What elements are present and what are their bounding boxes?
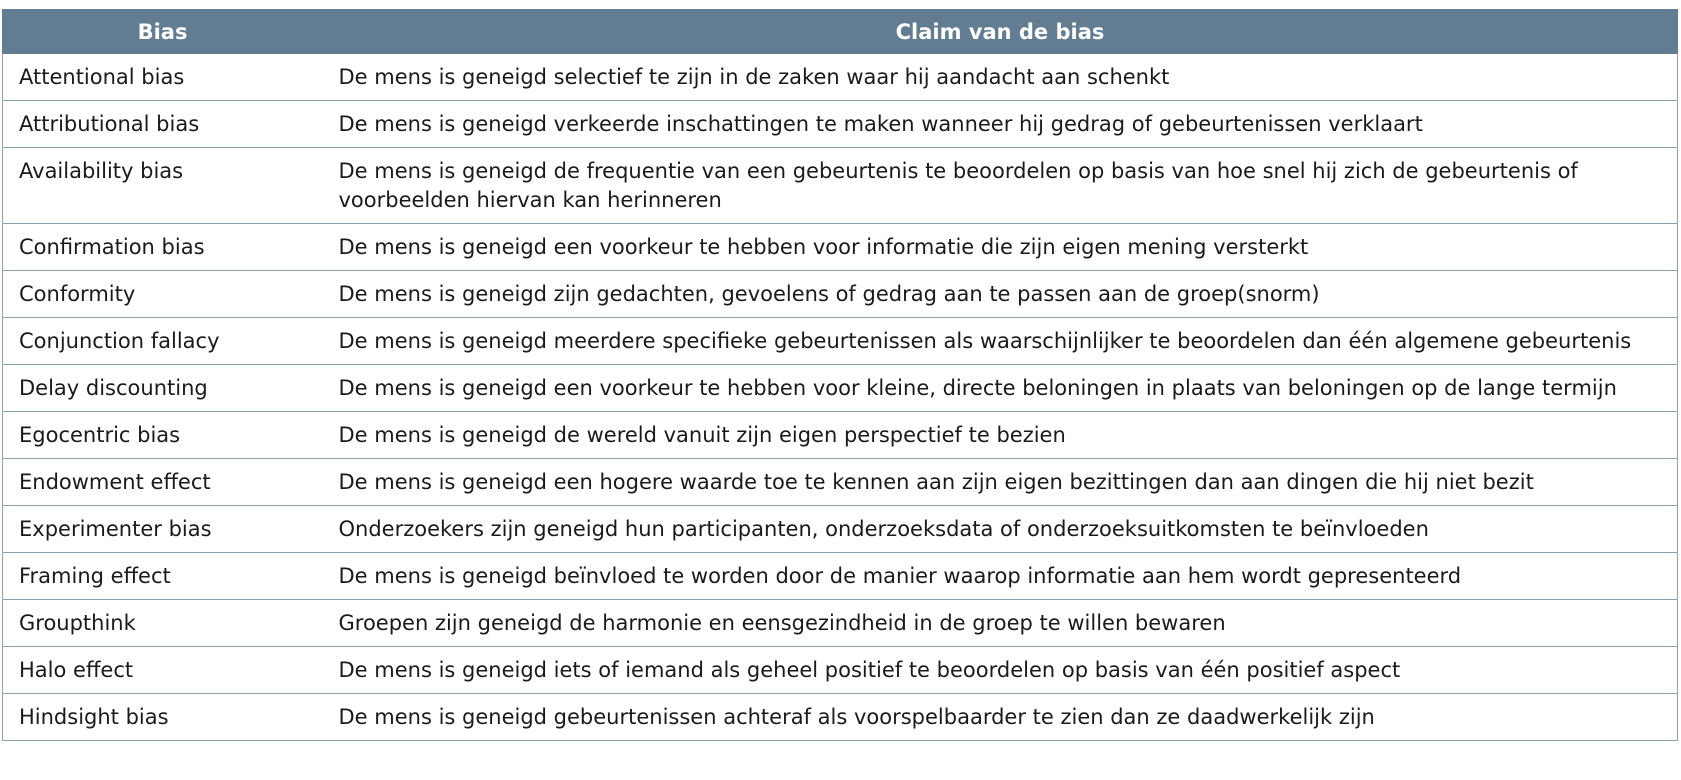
- bias-name-cell: Confirmation bias: [3, 224, 323, 271]
- bias-claim-cell: De mens is geneigd een hogere waarde toe te kennen aan zijn eigen bezittingen dan aan dingen die hij niet bezit: [323, 459, 1678, 506]
- table-row: [3, 54, 1678, 101]
- table-row: [3, 647, 1678, 694]
- table-row: [3, 271, 1678, 318]
- bias-claim-cell: De mens is geneigd meerdere specifieke gebeurtenissen als waarschijnlijker te beoordelen dan één algemene gebeurtenis: [323, 318, 1678, 365]
- bias-claim-cell: De mens is geneigd een voorkeur te hebben voor informatie die zijn eigen mening versterkt: [323, 224, 1678, 271]
- bias-name-cell: Egocentric bias: [3, 412, 323, 459]
- bias-claim-cell: De mens is geneigd een voorkeur te hebben voor kleine, directe beloningen in plaats van beloningen op de lange termijn: [323, 365, 1678, 412]
- table-row: [3, 101, 1678, 148]
- table-row: [3, 224, 1678, 271]
- bias-claim-cell: Groepen zijn geneigd de harmonie en eensgezindheid in de groep te willen bewaren: [323, 600, 1678, 647]
- bias-claim-cell: Onderzoekers zijn geneigd hun participanten, onderzoeksdata of onderzoeksuitkomsten te beïnvloeden: [323, 506, 1678, 553]
- table-row: [3, 365, 1678, 412]
- table-row: [3, 506, 1678, 553]
- bias-name-cell: Groupthink: [3, 600, 323, 647]
- bias-name-cell: Conjunction fallacy: [3, 318, 323, 365]
- bias-name-cell: Endowment effect: [3, 459, 323, 506]
- bias-name-cell: Availability bias: [3, 148, 323, 224]
- header-bias: Bias: [3, 9, 323, 54]
- table-row: [3, 459, 1678, 506]
- bias-name-cell: Attributional bias: [3, 101, 323, 148]
- table-row: [3, 553, 1678, 600]
- bias-name-cell: Conformity: [3, 271, 323, 318]
- bias-claim-cell: De mens is geneigd gebeurtenissen achteraf als voorspelbaarder te zien dan ze daadwerkelijk zijn: [323, 694, 1678, 741]
- bias-name-cell: Experimenter bias: [3, 506, 323, 553]
- bias-name-cell: Delay discounting: [3, 365, 323, 412]
- table-row: [3, 694, 1678, 741]
- bias-claim-cell: De mens is geneigd de frequentie van een gebeurtenis te beoordelen op basis van hoe snel hij zich de gebeurtenis of voorbeelden hiervan kan herinneren: [323, 148, 1678, 224]
- bias-claim-cell: De mens is geneigd beïnvloed te worden door de manier waarop informatie aan hem wordt gepresenteerd: [323, 553, 1678, 600]
- table-header: [3, 9, 1678, 54]
- bias-claim-cell: De mens is geneigd de wereld vanuit zijn eigen perspectief te bezien: [323, 412, 1678, 459]
- bias-name-cell: Attentional bias: [3, 54, 323, 101]
- bias-name-cell: Hindsight bias: [3, 694, 323, 741]
- bias-table: [2, 9, 1678, 741]
- bias-name-cell: Framing effect: [3, 553, 323, 600]
- bias-claim-cell: De mens is geneigd verkeerde inschattingen te maken wanneer hij gedrag of gebeurtenissen verklaart: [323, 101, 1678, 148]
- table-row: [3, 412, 1678, 459]
- bias-claim-cell: De mens is geneigd selectief te zijn in de zaken waar hij aandacht aan schenkt: [323, 54, 1678, 101]
- header-row: [3, 9, 1678, 54]
- bias-table-container: [2, 9, 1678, 741]
- bias-name-cell: Halo effect: [3, 647, 323, 694]
- table-row: [3, 318, 1678, 365]
- table-row: [3, 148, 1678, 224]
- bias-claim-cell: De mens is geneigd iets of iemand als geheel positief te beoordelen op basis van één positief aspect: [323, 647, 1678, 694]
- bias-claim-cell: De mens is geneigd zijn gedachten, gevoelens of gedrag aan te passen aan de groep(snorm): [323, 271, 1678, 318]
- table-body: [3, 54, 1678, 741]
- table-row: [3, 600, 1678, 647]
- header-claim: Claim van de bias: [323, 9, 1678, 54]
